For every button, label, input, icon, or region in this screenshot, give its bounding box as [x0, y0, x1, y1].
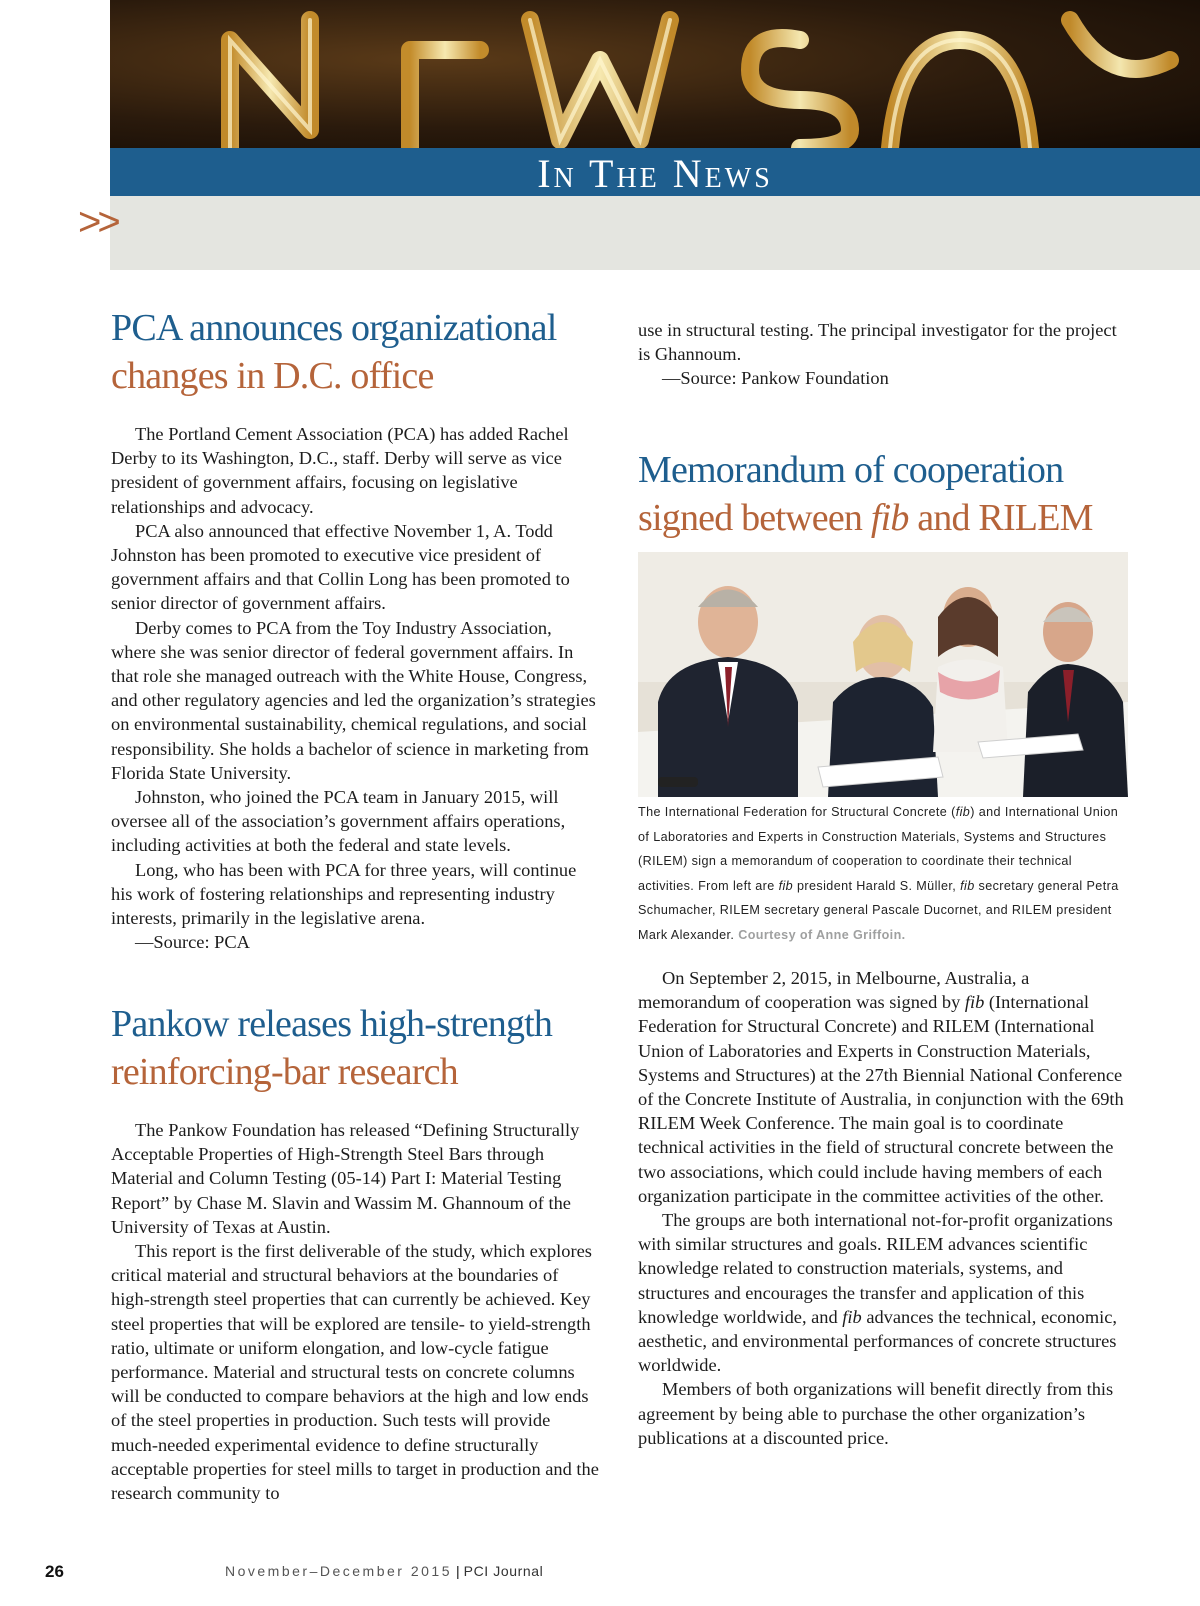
paragraph: Members of both organizations will benefit directly from this agreement by being able to purchase the other organization’s publications at a discounted price. — [638, 1379, 1114, 1448]
photo-caption: The International Federation for Structural Concrete (fib) and International Union of Laboratories and Experts in Construction Materials, Systems and Structures (RILEM) sign a memorandum of cooperation to coordinate their technical activities. From left are fib president Harald S. Müller, fib secretary general Petra Schumacher, RILEM secretary general Pascale Ducornet, and RILEM president Mark Alexander. Courtesy of Anne Griffoin. — [638, 805, 1119, 942]
article-title: PCA announces organizational changes in D.C. office — [111, 307, 557, 397]
paragraph: On September 2, 2015, in Melbourne, Australia, a memorandum of cooperation was signed by fib (International Federation for Structural Concrete) and RILEM (International Union of Laboratories and Experts in Construction Materials, Systems and Structures) at the 27th Biennial National Conference of the Concrete Institute of Australia, in conjunction with the 69th RILEM Week Conference. The main goal is to coordinate technical activities in the field of structural concrete between the two associations, which could include having members of each organization participate in the committee activities of the other. — [638, 968, 1124, 1206]
paragraph: Johnston, who joined the PCA team in January 2015, will oversee all of the association’s government affairs operations, including activities at both the federal and state levels. — [111, 787, 566, 856]
neon-sign-illustration — [110, 0, 1200, 148]
article-fib-body — [638, 966, 1128, 1450]
chevron-icon: >> — [78, 200, 117, 244]
paragraph: use in structural testing. The principal investigator for the project is Ghannoum. — [638, 320, 1117, 365]
footer-separator: | — [455, 1563, 460, 1579]
article-pankow — [111, 1000, 601, 1505]
paragraph: This report is the first deliverable of the study, which explores critical material and structural behaviors at the boundaries of high-strength steel properties that can currently be achieved. Key steel properties that will be explored are tensile- to yield-strength ratio, ultimate or uniform elongation, and low-cycle fatigue performance. Material and structural tests on concrete columns will be conducted to compare behaviors at the high and low ends of the steel properties in production. Such tests will provide much-needed experimental evidence to define structurally acceptable properties for steel mills to target in production and the research community to — [111, 1241, 599, 1504]
issue-date: November–December 2015 — [225, 1563, 452, 1579]
article-pca — [111, 304, 601, 954]
article-title: Memorandum of cooperation signed between fib and RILEM — [638, 449, 1093, 539]
article-fib-rilem — [638, 446, 1128, 542]
article-pankow-continued — [638, 318, 1128, 391]
article-body — [111, 422, 601, 954]
footer-journal-line — [225, 1563, 543, 1579]
section-title: In The News — [537, 150, 773, 196]
page-number: 26 — [45, 1562, 64, 1581]
paragraph: Derby comes to PCA from the Toy Industry Association, where she was senior director of federal government affairs. In that role she managed outreach with the White House, Congress, and other regulatory agencies and led the organization’s strategies on environmental sustainability, chemical regulations, and social responsibility. She holds a bachelor of science in marketing from Florida State University. — [111, 617, 596, 783]
source-line: —Source: Pankow Foundation — [662, 368, 889, 389]
banner-neon-photo — [110, 0, 1200, 148]
photo-credit: Courtesy of Anne Griffoin. — [738, 927, 906, 942]
journal-name: PCI Journal — [463, 1563, 544, 1579]
source-line: —Source: PCA — [135, 932, 250, 953]
paragraph: PCA also announced that effective November 1, A. Todd Johnston has been promoted to executive vice president of government affairs and that Collin Long has been promoted to senior director of government affairs. — [111, 520, 570, 614]
signing-photo-illustration — [638, 552, 1128, 797]
header-band — [110, 196, 1200, 270]
section-banner — [110, 148, 1200, 196]
signing-photo — [638, 552, 1128, 797]
article-body — [111, 1118, 601, 1505]
paragraph: The groups are both international not-for-profit organizations with similar structures and goals. RILEM advances scientific knowledge related to construction materials, systems, and structures and encourages the transfer and application of this knowledge worldwide, and fib advances the technical, economic, aesthetic, and environmental performances of concrete structures worldwide. — [638, 1210, 1118, 1376]
article-title: Pankow releases high-strength reinforcing-bar research — [111, 1003, 553, 1093]
paragraph: Long, who has been with PCA for three years, will continue his work of fostering relationships and representing industry interests, primarily in the legislative arena. — [111, 859, 577, 929]
paragraph: The Pankow Foundation has released “Defining Structurally Acceptable Properties of High-Strength Steel Bars through Material and Column Testing (05-14) Part I: Material Testing Report” by Chase M. Slavin and Wassim M. Ghannoum of the University of Texas at Austin. — [111, 1120, 580, 1237]
paragraph: The Portland Cement Association (PCA) has added Rachel Derby to its Washington, D.C., staff. Derby will serve as vice president of government affairs, focusing on legislative relationships and advocacy. — [111, 424, 569, 517]
